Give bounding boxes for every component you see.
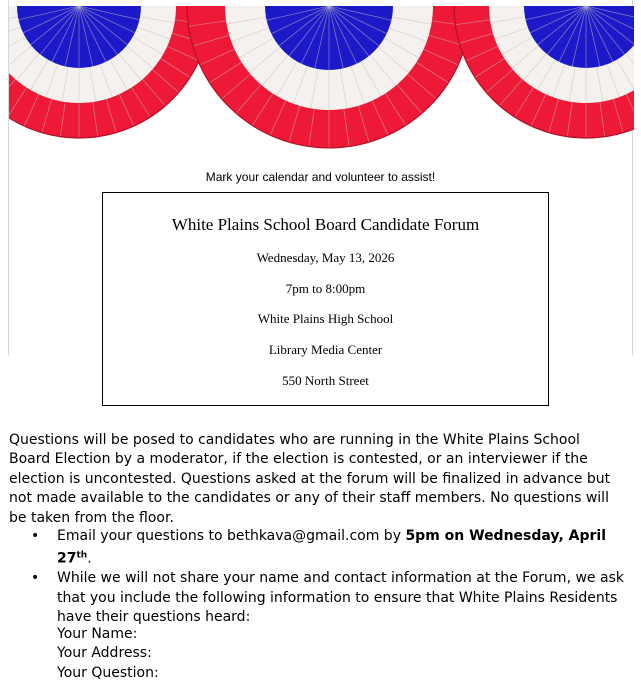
event-address: 550 North Street — [282, 373, 369, 388]
bullet-icon: • — [31, 570, 40, 587]
list-item-email — [9, 527, 629, 569]
instructions-list — [9, 527, 629, 628]
email-deadline-suffix: th — [76, 550, 88, 561]
intro-paragraph: Questions will be posed to candidates who are running in the White Plains School Board Election by a moderator, if the election is contested, or an interviewer if the election is uncontested. Questions asked at the forum will be finalized in advance but not made available to the candidates or any of their staff members. No questions will be taken from the floor. — [9, 432, 611, 526]
email-deadline: 5pm on Wednesday, April 27 — [57, 528, 607, 568]
event-venue: White Plains High School — [257, 311, 394, 326]
event-room: Library Media Center — [268, 342, 383, 357]
list-item-info — [9, 569, 629, 627]
event-time: 7pm to 8:00pm — [285, 281, 366, 296]
name-label: Your Name: — [57, 626, 138, 642]
event-date: Wednesday, May 13, 2026 — [256, 250, 395, 265]
submission-form-fields — [57, 625, 159, 683]
question-label: Your Question: — [57, 664, 159, 681]
email-instruction-end: . — [87, 551, 92, 568]
email-instruction: Email your questions to bethkava@gmail.com by — [57, 528, 406, 544]
info-request: While we will not share your name and contact information at the Forum, we ask that you include the following information to ensure that White Plains Residents have their questions heard: — [57, 570, 624, 626]
bullet-icon: • — [31, 528, 40, 544]
bunting-swag-3 — [454, 6, 634, 138]
event-details-box — [102, 192, 549, 406]
address-label: Your Address: — [57, 645, 152, 662]
tagline: Mark your calendar and volunteer to assist! — [205, 170, 436, 184]
bunting-swag-2 — [187, 6, 471, 148]
bunting-swag-1 — [9, 6, 211, 138]
bunting-image — [9, 0, 634, 160]
event-title: White Plains School Board Candidate Forum — [171, 215, 480, 234]
intro-section — [9, 431, 621, 528]
